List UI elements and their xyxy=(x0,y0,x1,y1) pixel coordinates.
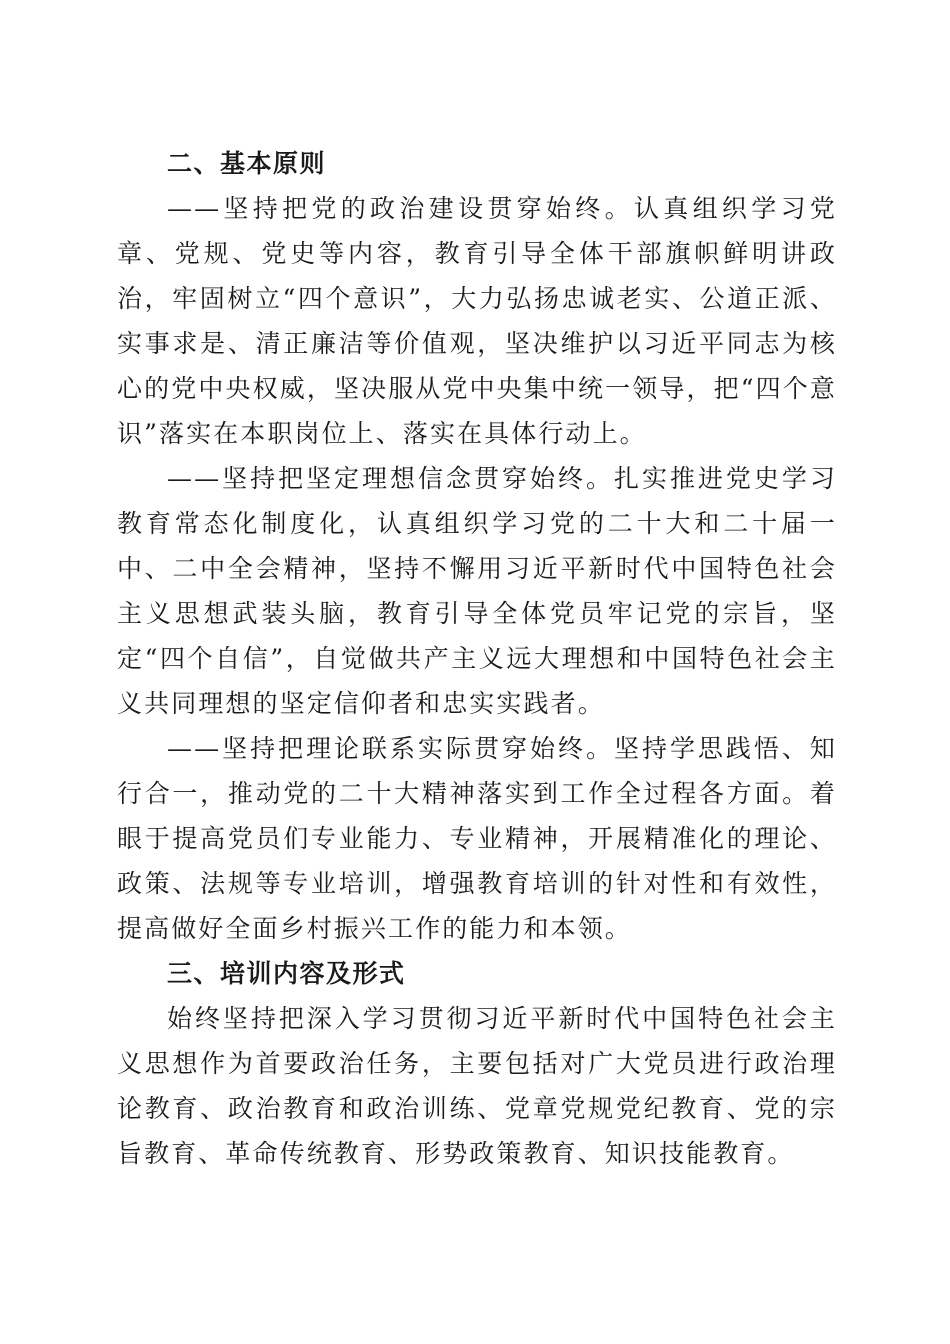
section-heading-basic-principles: 二、基本原则 xyxy=(167,149,327,178)
training-content-paragraph: 始终坚持把深入学习贯彻习近平新时代中国特色社会主义思想作为首要政治任务，主要包括对广大党员进行政治理论教育、政治教育和政治训练、党章党规党纪教育、党的宗旨教育、革命传统教育、形势政策教育、知识技能教育。 xyxy=(117,1004,837,1168)
document-body xyxy=(117,141,837,1176)
principle-ideals-and-beliefs: ——坚持把坚定理想信念贯穿始终。扎实推进党史学习教育常态化制度化，认真组织学习党的二十大和二十届一中、二中全会精神，坚持不懈用习近平新时代中国特色社会主义思想武装头脑，教育引导全体党员牢记党的宗旨，坚定“四个自信”，自觉做共产主义远大理想和中国特色社会主义共同理想的坚定信仰者和忠实实践者。 xyxy=(117,464,837,718)
principle-theory-and-practice: ——坚持把理论联系实际贯穿始终。坚持学思践悟、知行合一，推动党的二十大精神落实到工作全过程各方面。着眼于提高党员们专业能力、专业精神，开展精准化的理论、政策、法规等专业培训，增强教育培训的针对性和有效性，提高做好全面乡村振兴工作的能力和本领。 xyxy=(117,734,837,943)
section-heading-training-content: 三、培训内容及形式 xyxy=(167,959,406,988)
principle-political-construction: ——坚持把党的政治建设贯穿始终。认真组织学习党章、党规、党史等内容，教育引导全体干部旗帜鲜明讲政治，牢固树立“四个意识”，大力弘扬忠诚老实、公道正派、实事求是、清正廉洁等价值观，坚决维护以习近平同志为核心的党中央权威，坚决服从党中央集中统一领导，把“四个意识”落实在本职岗位上、落实在具体行动上。 xyxy=(117,194,837,448)
